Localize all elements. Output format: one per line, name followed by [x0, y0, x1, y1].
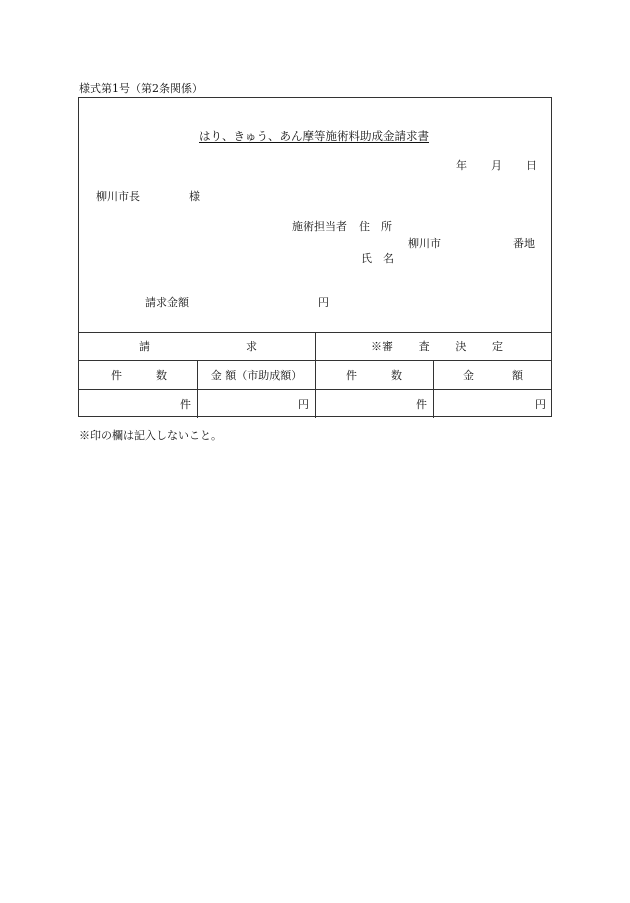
- amount-unit: 円: [318, 296, 329, 309]
- section-review-heading: ※審 査 決 定: [371, 340, 503, 353]
- header-count-left: 件 数: [111, 368, 167, 382]
- form-title: はり、きゅう、あん摩等施術料助成金請求書: [199, 129, 429, 143]
- request-form: [78, 97, 552, 417]
- date-day-label: 日: [526, 159, 537, 172]
- date-year-label: 年: [456, 159, 467, 172]
- unit-amount-left: 円: [298, 397, 309, 411]
- header-count-right: 件 数: [346, 368, 402, 382]
- unit-count-left: 件: [180, 397, 191, 411]
- amount-label: 請求金額: [145, 296, 189, 309]
- address-label: 住 所: [359, 220, 392, 233]
- unit-count-right: 件: [416, 397, 427, 411]
- address-banchi: 番地: [513, 237, 535, 250]
- footer-note: ※印の欄は記入しないこと。: [79, 429, 222, 442]
- form-number: 様式第1号（第2条関係）: [79, 82, 203, 95]
- practitioner-role: 施術担当者: [292, 220, 347, 233]
- header-amount-right: 金 額: [463, 368, 523, 382]
- addressee-name: 柳川市長: [96, 190, 140, 203]
- unit-amount-right: 円: [535, 397, 546, 411]
- section-request-heading: 請 求: [139, 340, 257, 353]
- header-amount-left: 金 額（市助成額）: [210, 368, 303, 382]
- addressee-honorific: 様: [189, 190, 200, 203]
- date-month-label: 月: [491, 159, 502, 172]
- address-city: 柳川市: [408, 237, 441, 250]
- name-label: 氏 名: [361, 252, 394, 265]
